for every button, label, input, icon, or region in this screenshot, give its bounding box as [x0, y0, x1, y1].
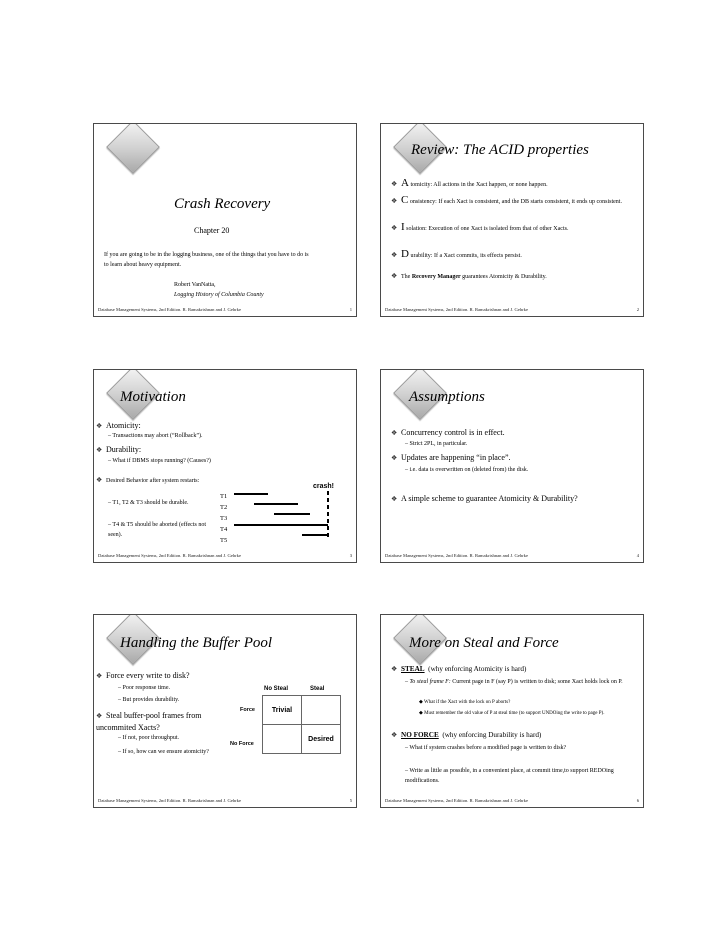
slide-5 [93, 614, 357, 808]
slide-title: Motivation [120, 389, 186, 405]
grid-row-force: Force [240, 707, 255, 713]
no-force-sub-2: – Write as little as possible, in a convenient place, at commit time,to support REDOing modifications. [405, 768, 614, 784]
desired-sub-1: – T1, T2 & T3 should be durable. [108, 500, 189, 506]
slide-6 [380, 614, 644, 808]
slide-title: Crash Recovery [174, 196, 271, 212]
atomicity-bullet: ❖ Atomicity: [96, 421, 141, 430]
steal-sub: – To steal frame F: Current page in F (say P) is written to disk; some Xact holds lock on P. [405, 679, 623, 685]
assumption-1-sub: – Strict 2PL, in particular. [405, 441, 468, 447]
assumption-3: ❖ A simple scheme to guarantee Atomicity & Durability? [391, 494, 578, 503]
txn-label-t5: T5 [220, 537, 228, 544]
slide-title: More on Steal and Force [409, 635, 559, 651]
footer-text: Database Management Systems, 2nd Edition. R. Ramakrishnan and J. Gehrke [98, 798, 242, 803]
atomicity-sub: – Transactions may abort (“Rollback”). [108, 433, 203, 439]
slide-footer [385, 553, 639, 558]
txn-label-t3: T3 [220, 515, 228, 522]
bullet-icon: ❖ [391, 251, 398, 259]
grid-row-no-force: No Force [230, 741, 254, 747]
bullet-icon: ❖ [391, 665, 398, 673]
assumption-1: ❖ Concurrency control is in effect. [391, 428, 505, 437]
steal-sub-2: – If so, how can we ensure atomicity? [118, 749, 209, 755]
slide-footer [385, 798, 639, 803]
grid-cell-empty [302, 696, 341, 725]
slide-footer [98, 798, 352, 803]
bullet-icon: ❖ [96, 422, 103, 430]
bullet-icon: ❖ [391, 272, 398, 280]
slide-number: 4 [636, 553, 639, 558]
recovery-manager-line: ❖ The Recovery Manager guarantees Atomicity & Durability. [391, 272, 547, 280]
desired-behavior: ❖ Desired Behavior after system restarts: [96, 476, 200, 484]
bullet-icon: ❖ [96, 446, 103, 454]
acid-item-isolation: ❖ I solation: Execution of one Xact is isolated from that of other Xacts. [391, 221, 569, 233]
slide-number: 3 [349, 553, 352, 558]
force-sub-2: – But provides durability. [118, 697, 180, 703]
slide-3 [93, 369, 357, 563]
durability-sub: – What if DBMS stops running? (Causes?) [108, 458, 211, 464]
grid-cell-empty [263, 725, 302, 754]
force-sub-1: – Poor response time. [118, 685, 170, 691]
footer-text: Database Management Systems, 2nd Edition. R. Ramakrishnan and J. Gehrke [385, 553, 529, 558]
diamond-logo-icon [106, 123, 160, 174]
slide-number: 5 [349, 798, 352, 803]
transaction-timeline [218, 482, 348, 544]
slide-number: 2 [636, 307, 639, 312]
footer-text: Database Management Systems, 2nd Edition. R. Ramakrishnan and J. Gehrke [385, 798, 529, 803]
acid-item-consistency: ❖ C onsistency: If each Xact is consistent, and the DB starts consistent, it ends up consistent. [391, 194, 622, 206]
acid-item-atomicity: ❖ A tomicity: All actions in the Xact happen, or none happen. [391, 177, 548, 189]
no-force-heading: ❖ NO FORCE (why enforcing Durability is hard) [391, 731, 542, 739]
steal-heading: ❖ STEAL (why enforcing Atomicity is hard) [391, 665, 527, 673]
slide-number: 6 [636, 798, 639, 803]
force-bullet: ❖ Force every write to disk? [96, 671, 190, 680]
quote-author: Robert VanNatta, [174, 282, 216, 288]
acid-item-durability: ❖ D urability: If a Xact commits, its effects persist. [391, 248, 522, 260]
steal-subsub-2: ◆ Must remember the old value of P at steal time (to support UNDOing the write to page P). [419, 711, 605, 716]
slide-2 [380, 123, 644, 317]
assumption-2: ❖ Updates are happening “in place”. [391, 453, 511, 462]
durability-bullet: ❖ Durability: [96, 445, 142, 454]
slide-footer [385, 307, 639, 312]
steal-force-grid [262, 695, 341, 754]
txn-label-t4: T4 [220, 526, 228, 533]
slide-title: Assumptions [409, 389, 485, 405]
desired-sub-2: – T4 & T5 should be aborted (effects not seen). [108, 522, 206, 538]
quote-source: Logging History of Columbia County [174, 292, 264, 298]
bullet-icon: ❖ [391, 731, 398, 739]
steal-subsub-1: ◆ What if the Xact with the lock on P aborts? [419, 700, 511, 705]
bullet-icon: ❖ [96, 476, 103, 484]
grid-cell-trivial: Trivial [263, 696, 302, 725]
grid-cell-desired: Desired [302, 725, 341, 754]
slide-title: Review: The ACID properties [411, 142, 589, 158]
slide-4 [380, 369, 644, 563]
bullet-icon: ❖ [391, 224, 398, 232]
txn-label-t2: T2 [220, 504, 228, 511]
crash-label: crash! [313, 483, 335, 490]
bullet-icon: ❖ [391, 454, 398, 462]
bullet-icon: ❖ [96, 712, 103, 720]
slide-1 [93, 123, 357, 317]
steal-sub-1: – If not, poor throughput. [118, 735, 179, 741]
footer-text: Database Management Systems, 2nd Edition. R. Ramakrishnan and J. Gehrke [385, 307, 529, 312]
no-force-sub-1: – What if system crashes before a modified page is written to disk? [405, 745, 567, 751]
slide-title: Handling the Buffer Pool [120, 635, 273, 651]
footer-text: Database Management Systems, 2nd Edition. R. Ramakrishnan and J. Gehrke [98, 307, 242, 312]
steal-force-table [262, 695, 341, 754]
quote: If you are going to be in the logging business, one of the things that you have to do is to learn about heavy equipment. [104, 252, 309, 268]
assumption-2-sub: – i.e. data is overwritten on (deleted from) the disk. [405, 467, 529, 473]
bullet-icon: ❖ [391, 180, 398, 188]
bullet-icon: ❖ [391, 429, 398, 437]
bullet-icon: ❖ [391, 197, 398, 205]
footer-text: Database Management Systems, 2nd Edition. R. Ramakrishnan and J. Gehrke [98, 553, 242, 558]
bullet-icon: ❖ [96, 672, 103, 680]
txn-label-t1: T1 [220, 493, 228, 500]
steal-bullet: ❖ Steal buffer-pool frames from uncommited Xacts? [96, 711, 202, 732]
slide-footer [98, 553, 352, 558]
slide-number: 1 [349, 307, 352, 312]
slide-footer [98, 307, 352, 312]
bullet-icon: ❖ [391, 495, 398, 503]
grid-header-no-steal: No Steal [264, 686, 289, 692]
slide-subtitle: Chapter 20 [194, 226, 230, 235]
grid-header-steal: Steal [310, 686, 325, 692]
